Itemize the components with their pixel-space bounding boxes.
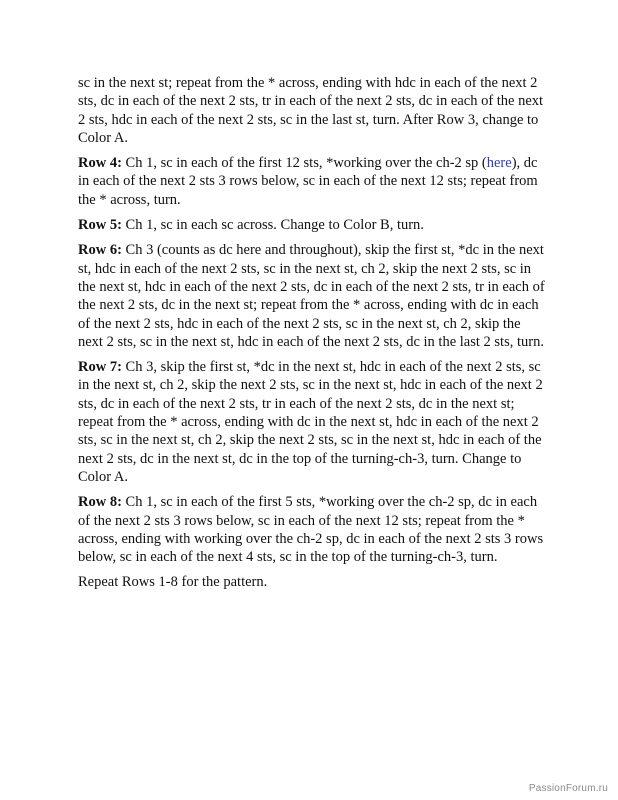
row-8-text: Ch 1, sc in each of the first 5 sts, *working over the ch-2 sp, dc in each of the next 2 sts 3 rows below, sc in each of the next 12 sts; repeat from the * across, ending with working over the ch-2 sp, dc in each of the next 2 sts 3 rows below, sc in each of the next 4 sts, sc in the top of the turning-ch-3, turn.	[78, 494, 544, 566]
row-6-paragraph	[78, 241, 548, 351]
row-4-text-before: Ch 1, sc in each of the first 12 sts, *working over the ch-2 sp (	[121, 155, 487, 172]
row-4-paragraph	[78, 154, 548, 209]
row-6-text: Ch 3 (counts as dc here and throughout), skip the first st, *dc in the next st, hdc in each of the next 2 sts, sc in the next st, ch 2, skip the next 2 sts, sc in the next st, hdc in each of the next 2 sts, dc in each of the next 2 sts, tr in each of the next 2 sts, dc in the next st; repeat from the * across, ending with dc in each of the next 2 sts, hdc in each of the next 2 sts, sc in the next st, ch 2, skip the next 2 sts, sc in the next st, hdc in each of the next 2 sts, dc in the last 2 sts, turn.	[78, 242, 545, 350]
row-4-text-after: ), dc in each of the next 2 sts 3 rows below, sc in each of the next 12 sts; repeat from the * across, turn.	[78, 155, 538, 208]
row-5-paragraph	[78, 216, 548, 234]
here-link[interactable]: here	[486, 155, 512, 172]
row-5-text: Ch 1, sc in each sc across. Change to Color B, turn.	[121, 217, 424, 234]
row-7-text: Ch 3, skip the first st, *dc in the next st, hdc in each of the next 2 sts, sc in the next st, ch 2, skip the next 2 sts, sc in the next st, hdc in each of the next 2 sts, dc in each of the next 2 sts, tr in each of the next 2 sts, dc in the next st; repeat from the * across, ending with dc in the next st, hdc in each of the next 2 sts, sc in the next st, ch 2, skip the next 2 sts, sc in the next st, hdc in each of the next 2 sts, dc in the next st, dc in the top of the turning-ch-3, turn. Change to Color A.	[78, 359, 543, 485]
row-5-label: Row 5:	[78, 217, 122, 234]
row-7-label: Row 7:	[78, 359, 122, 376]
row-8-paragraph	[78, 493, 548, 566]
watermark-text: PassionForum.ru	[528, 783, 608, 794]
closing-paragraph: Repeat Rows 1-8 for the pattern.	[78, 574, 268, 591]
row-6-label: Row 6:	[78, 242, 122, 259]
row-4-label: Row 4:	[78, 155, 122, 172]
row-8-label: Row 8:	[78, 494, 122, 511]
intro-paragraph: sc in the next st; repeat from the * across, ending with hdc in each of the next 2 sts, dc in each of the next 2 sts, tr in each of the next 2 sts, dc in each of the next 2 sts, hdc in each of the next 2 sts, sc in the last st, turn. After Row 3, change to Color A.	[78, 75, 544, 146]
pattern-document	[78, 74, 548, 599]
row-7-paragraph	[78, 358, 548, 486]
